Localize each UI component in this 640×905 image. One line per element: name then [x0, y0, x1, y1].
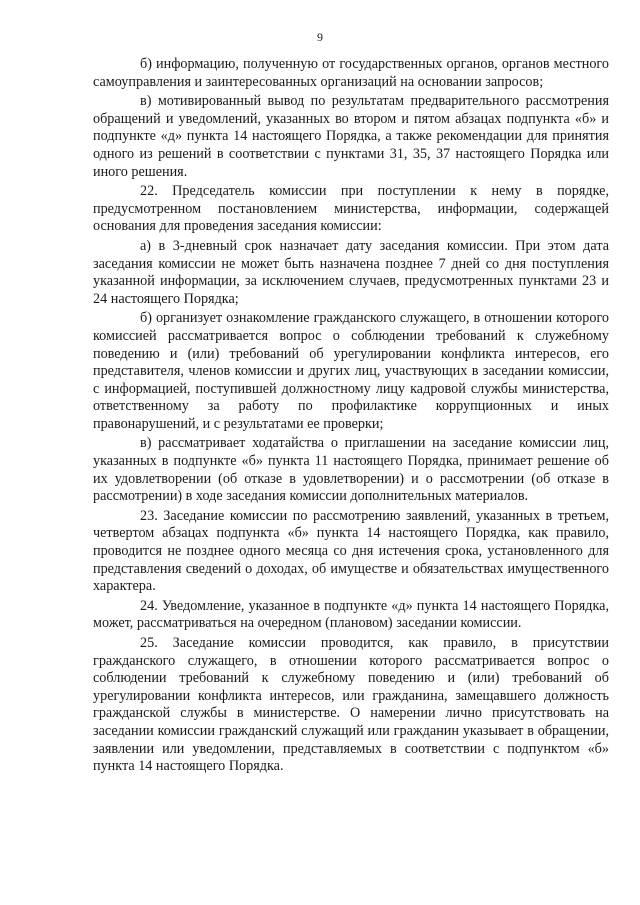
paragraph-22a: а) в 3-дневный срок назначает дату заседания комиссии. При этом дата заседания комиссии не может быть назначена позднее 7 дней со дня поступления указанной информации, за исключением случаев, предусмотренных пунктами 23 и 24 настоящего Порядка;: [93, 237, 609, 307]
paragraph-22v: в) рассматривает ходатайства о приглашении на заседание комиссии лиц, указанных в подпункте «б» пункта 11 настоящего Порядка, принимает решение об их удовлетворении (об отказе в удовлетворении) и о рассмотрении (об отказе в рассмотрении) в ходе заседания комиссии дополнительных материалов.: [93, 435, 609, 505]
paragraph-23: 23. Заседание комиссии по рассмотрению заявлений, указанных в третьем, четвертом абзацах подпункта «б» пункта 14 настоящего Порядка, как правило, проводится не позднее одного месяца со дня истечения срока, установленного для представления сведений о доходах, об имуществе и обязательствах имущественного характера.: [93, 507, 609, 595]
paragraph-21b: б) информацию, полученную от государственных органов, органов местного самоуправления и заинтересованных организаций на основании запросов;: [93, 56, 609, 90]
paragraph-21v: в) мотивированный вывод по результатам предварительного рассмотрения обращений и уведомлений, указанных во втором и пятом абзацах подпункта «б» и подпункте «д» пункта 14 настоящего Порядка, а также рекомендации для принятия одного из решений в соответствии с пунктами 31, 35, 37 настоящего Порядка или иного решения.: [93, 93, 609, 180]
paragraph-22b: б) организует ознакомление гражданского служащего, в отношении которого комиссией рассматривается вопрос о соблюдении требований к служебному поведению и (или) требований об урегулировании конфликта интересов, его представителя, членов комиссии и других лиц, участвующих в заседании комиссии, с информацией, поступившей должностному лицу кадровой службы министерства, ответственному за работу по профилактике коррупционных и иных правонарушений, и с результатами ее проверки;: [93, 310, 609, 432]
paragraph-25: 25. Заседание комиссии проводится, как правило, в присутствии гражданского служащего, в отношении которого рассматривается вопрос о соблюдении требований к служебному поведению и (или) требований об урегулировании конфликта интересов, или гражданина, замещавшего должность гражданской службы в министерстве. О намерении лично присутствовать на заседании комиссии гражданский служащий или гражданин указывает в обращении, заявлении или уведомлении, представляемых в соответствии с подпунктом «б» пункта 14 настоящего Порядка.: [93, 635, 609, 775]
paragraph-22: 22. Председатель комиссии при поступлении к нему в порядке, предусмотренном постановлением министерства, информации, содержащей основания для проведения заседания комиссии:: [93, 183, 609, 235]
page-number: 9: [317, 30, 323, 44]
document-body: [93, 56, 609, 778]
paragraph-24: 24. Уведомление, указанное в подпункте «д» пункта 14 настоящего Порядка, может, рассматриваться на очередном (плановом) заседании комиссии.: [93, 597, 609, 632]
